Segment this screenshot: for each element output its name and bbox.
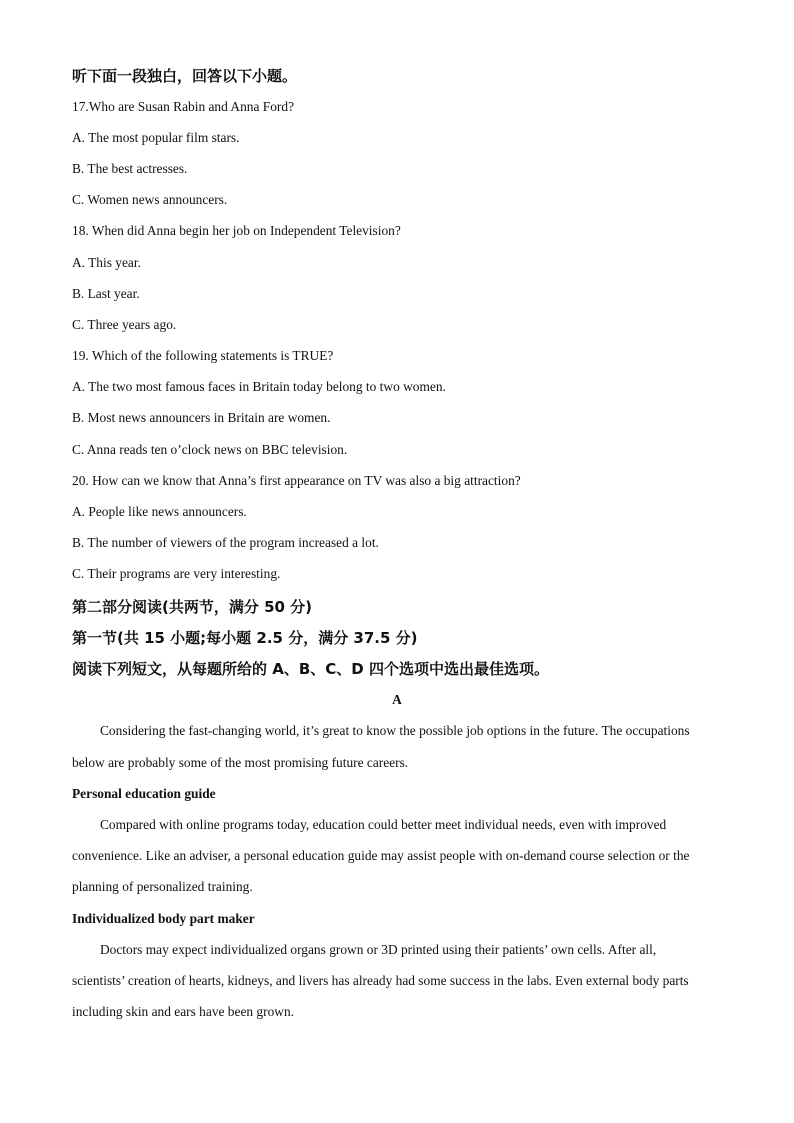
passage-label: A (392, 692, 402, 707)
section-heading-education-guide: Personal education guide (72, 786, 216, 801)
listening-instructions: 听下面一段独白，回答以下小题。 (72, 67, 298, 85)
body-part-maker-line-2: scientists’ creation of hearts, kidneys, and livers has already had some success in the labs. Even external body parts (72, 973, 689, 988)
question-20-option-b: B. The number of viewers of the program increased a lot. (72, 535, 379, 550)
question-19-option-a: A. The two most famous faces in Britain today belong to two women. (72, 379, 446, 394)
body-part-maker-line-1: Doctors may expect individualized organs grown or 3D printed using their patients’ own cells. After all, (100, 942, 657, 957)
question-18-option-c: C. Three years ago. (72, 317, 177, 332)
question-18-option-a: A. This year. (72, 255, 141, 270)
question-17-option-b: B. The best actresses. (72, 161, 188, 176)
education-guide-line-3: planning of personalized training. (72, 879, 253, 894)
question-17-option-c: C. Women news announcers. (72, 192, 228, 207)
body-part-maker-line-3: including skin and ears have been grown. (72, 1004, 294, 1019)
question-18: 18. When did Anna begin her job on Independent Television? (72, 223, 401, 238)
question-17-option-a: A. The most popular film stars. (72, 130, 240, 145)
reading-instructions: 阅读下列短文，从每题所给的 A、B、C、D 四个选项中选出最佳选项。 (72, 660, 549, 678)
question-19-option-b: B. Most news announcers in Britain are women. (72, 410, 331, 425)
question-19: 19. Which of the following statements is TRUE? (72, 348, 334, 363)
section-one-heading: 第一节(共 15 小题;每小题 2.5 分，满分 37.5 分) (72, 629, 418, 647)
question-20-option-c: C. Their programs are very interesting. (72, 566, 281, 581)
education-guide-line-2: convenience. Like an adviser, a personal education guide may assist people with on-demand course selection or the (72, 848, 690, 863)
question-18-option-b: B. Last year. (72, 286, 140, 301)
question-17: 17.Who are Susan Rabin and Anna Ford? (72, 99, 295, 114)
intro-paragraph-line-2: below are probably some of the most promising future careers. (72, 755, 409, 770)
question-20: 20. How can we know that Anna’s first appearance on TV was also a big attraction? (72, 473, 521, 488)
education-guide-line-1: Compared with online programs today, education could better meet individual needs, even with improved (100, 817, 667, 832)
section-heading-body-part-maker: Individualized body part maker (72, 911, 255, 926)
part-two-heading: 第二部分阅读(共两节，满分 50 分) (72, 598, 313, 616)
intro-paragraph-line-1: Considering the fast-changing world, it’s great to know the possible job options in the future. The occupations (100, 723, 690, 738)
question-20-option-a: A. People like news announcers. (72, 504, 247, 519)
question-19-option-c: C. Anna reads ten o’clock news on BBC television. (72, 442, 348, 457)
